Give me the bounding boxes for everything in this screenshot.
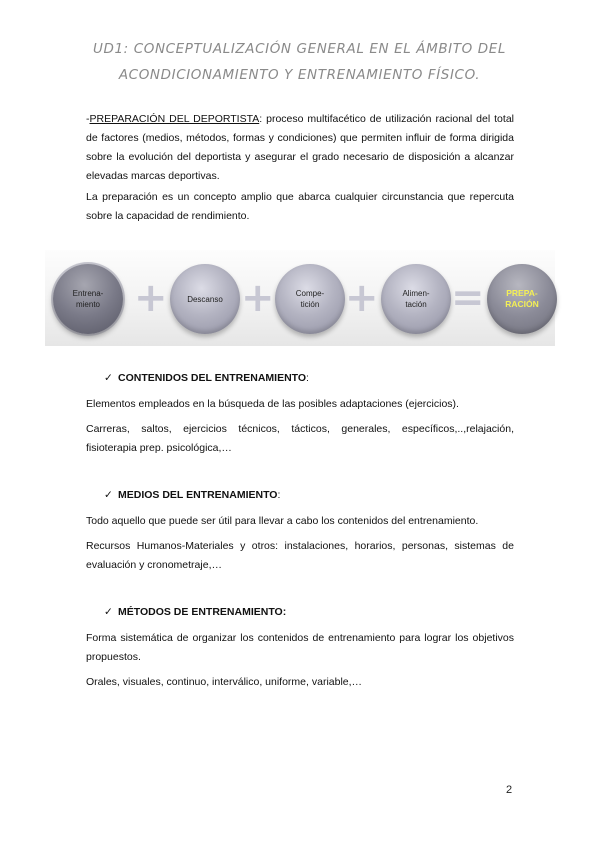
diagram-result-preparacion (487, 264, 557, 334)
section-heading-contenidos (104, 372, 309, 384)
diagram-result-label: PREPA- (506, 288, 538, 298)
diagram-item-competicion (275, 264, 345, 334)
preparation-diagram (45, 250, 555, 346)
diagram-item-label: Alimen- (402, 289, 430, 298)
document-title (40, 36, 559, 88)
section-medios-p1: Todo aquello que puede ser útil para llevar a cabo los contenidos del entrenamiento. (86, 515, 479, 527)
intro-dash: - (86, 113, 90, 125)
section-heading-text: MEDIOS DEL ENTRENAMIENTO (118, 489, 278, 501)
section-heading-medios (104, 489, 280, 501)
section-heading-suffix: : (306, 372, 309, 384)
section-contenidos-p2: Carreras, saltos, ejercicios técnicos, tácticos, generales, específicos,..,relajación, fisioterapia prep. psicológica,… (86, 423, 514, 454)
diagram-item-label: Entrena- (72, 289, 104, 298)
equals-icon: = (451, 275, 485, 321)
diagram-item-label: tación (405, 300, 427, 309)
checkmark-icon: ✓ (104, 606, 113, 618)
intro-paragraph (86, 110, 514, 186)
plus-icon: + (134, 275, 168, 321)
diagram-item-entrenamiento (53, 264, 123, 334)
plus-icon: + (241, 275, 275, 321)
intro-definition: : proceso multifacético de utilización racional del total de factores (medios, métodos, formas y condiciones) que permiten influir de forma dirigida sobre la evolución del deportista y asegurar el grado necesario de disposición a alcanzar elevadas marcas deportivas. (86, 113, 514, 182)
diagram-item-label: Descanso (187, 294, 223, 304)
intro-term: PREPARACIÓN DEL DEPORTISTA (89, 113, 260, 125)
section-heading-suffix: : (277, 489, 281, 501)
diagram-item-label: Compe- (295, 289, 325, 298)
diagram-result-label: RACIÓN (505, 299, 539, 309)
section-metodos-p2: Orales, visuales, continuo, interválico, uniforme, variable,… (86, 676, 363, 688)
checkmark-icon: ✓ (104, 372, 113, 384)
title-line-1: UD1: CONCEPTUALIZACIÓN GENERAL EN EL ÁMBITO DEL (93, 41, 506, 57)
section-heading-metodos (104, 606, 286, 618)
diagram-item-label: miento (75, 300, 100, 309)
intro-paragraph-2: La preparación es un concepto amplio que abarca cualquier circunstancia que repercuta sobre la capacidad de rendimiento. (86, 191, 514, 222)
section-heading-text: MÉTODOS DE ENTRENAMIENTO: (118, 606, 287, 618)
section-medios-p2: Recursos Humanos-Materiales y otros: instalaciones, horarios, personas, sistemas de evaluación y cronometraje,… (86, 540, 514, 571)
diagram-item-label: tición (300, 300, 320, 309)
diagram-item-alimentacion (381, 264, 451, 334)
diagram-item-descanso (170, 264, 240, 334)
plus-icon: + (345, 275, 379, 321)
section-heading-text: CONTENIDOS DEL ENTRENAMIENTO (118, 372, 307, 384)
section-contenidos-p1: Elementos empleados en la búsqueda de las posibles adaptaciones (ejercicios). (86, 398, 459, 410)
page-number: 2 (506, 784, 513, 796)
title-line-2: ACONDICIONAMIENTO Y ENTRENAMIENTO FÍSICO. (118, 67, 481, 83)
checkmark-icon: ✓ (104, 489, 113, 501)
section-metodos-p1: Forma sistemática de organizar los contenidos de entrenamiento para lograr los objetivos propuestos. (86, 632, 514, 663)
